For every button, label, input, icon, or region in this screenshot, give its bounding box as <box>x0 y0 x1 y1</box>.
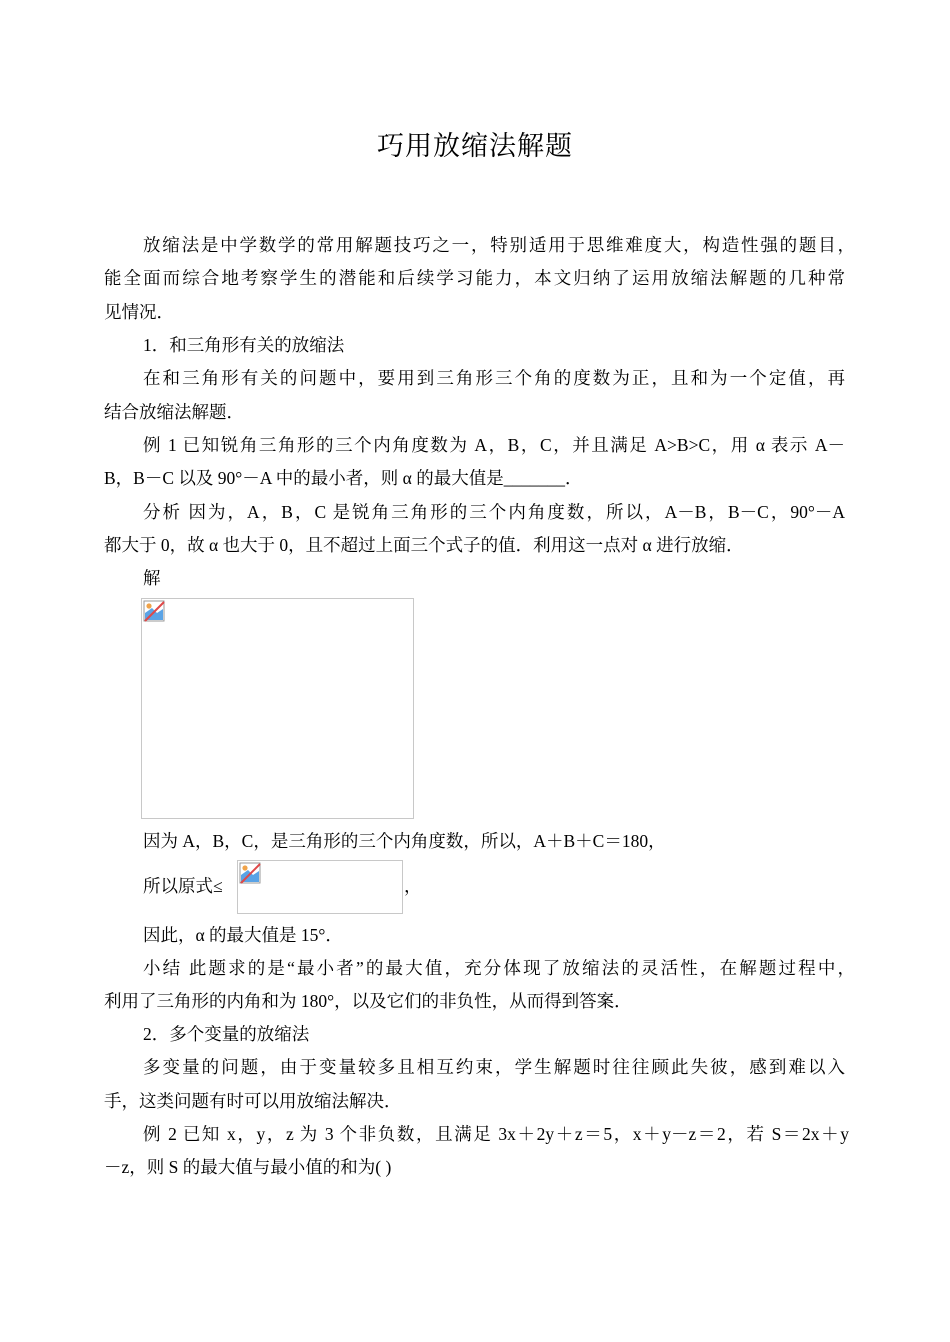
example-2-line-1: 例 2 已知 x，y，z 为 3 个非负数，且满足 3x＋2y＋z＝5，x＋y－z＝2，若 S＝2x＋y <box>143 1124 849 1144</box>
section-1-text-line-2: 结合放缩法解题． <box>104 402 244 422</box>
intro-line-2: 能全面而综合地考察学生的潜能和后续学习能力，本文归纳了运用放缩法解题的几种常 <box>104 268 845 288</box>
solution-label: 解 <box>143 568 161 588</box>
example-1-line-2: B，B－C 以及 90°－A 中的最小者，则 α 的最大值是_______． <box>104 468 583 488</box>
formula-image <box>237 860 403 914</box>
section-2-text-line-1: 多变量的问题，由于变量较多且相互约束，学生解题时往往顾此失彼，感到难以入 <box>143 1057 845 1077</box>
example-1-line-1: 例 1 已知锐角三角形的三个内角度数为 A，B，C，并且满足 A>B>C，用 α 表示 A－ <box>143 435 845 455</box>
section-2-heading: 2．多个变量的放缩法 <box>143 1024 310 1044</box>
section-1-heading: 1．和三角形有关的放缩法 <box>143 335 345 355</box>
section-2-text-line-2: 手，这类问题有时可以用放缩法解决． <box>104 1091 402 1111</box>
solution-line-2-tail: ， <box>404 876 422 896</box>
intro-line-1: 放缩法是中学数学的常用解题技巧之一，特别适用于思维难度大，构造性强的题目， <box>143 235 855 255</box>
solution-line-1: 因为 A，B，C，是三角形的三个内角度数，所以，A＋B＋C＝180， <box>143 831 666 851</box>
section-1-text-line-1: 在和三角形有关的问题中，要用到三角形三个角的度数为正，且和为一个定值，再 <box>143 368 845 388</box>
intro-line-3: 见情况． <box>104 302 174 322</box>
analysis-line-2: 都大于 0，故 α 也大于 0，且不超过上面三个式子的值．利用这一点对 α 进行放缩． <box>104 535 744 555</box>
broken-image-icon <box>143 600 165 622</box>
broken-image-icon <box>239 862 261 884</box>
example-2-line-2: －z，则 S 的最大值与最小值的和为( ) <box>104 1157 392 1177</box>
solution-image <box>141 598 414 819</box>
summary-line-1: 小结 此题求的是“最小者”的最大值，充分体现了放缩法的灵活性，在解题过程中， <box>143 958 855 978</box>
analysis-line-1: 分析 因为，A，B，C 是锐角三角形的三个内角度数，所以，A－B，B－C，90°－A <box>143 502 845 522</box>
document-title: 巧用放缩法解题 <box>377 131 573 161</box>
summary-line-2: 利用了三角形的内角和为 180°，以及它们的非负性，从而得到答案． <box>104 991 632 1011</box>
solution-line-2: 所以原式≤ <box>143 876 223 896</box>
solution-line-3: 因此，α 的最大值是 15°． <box>143 925 343 945</box>
